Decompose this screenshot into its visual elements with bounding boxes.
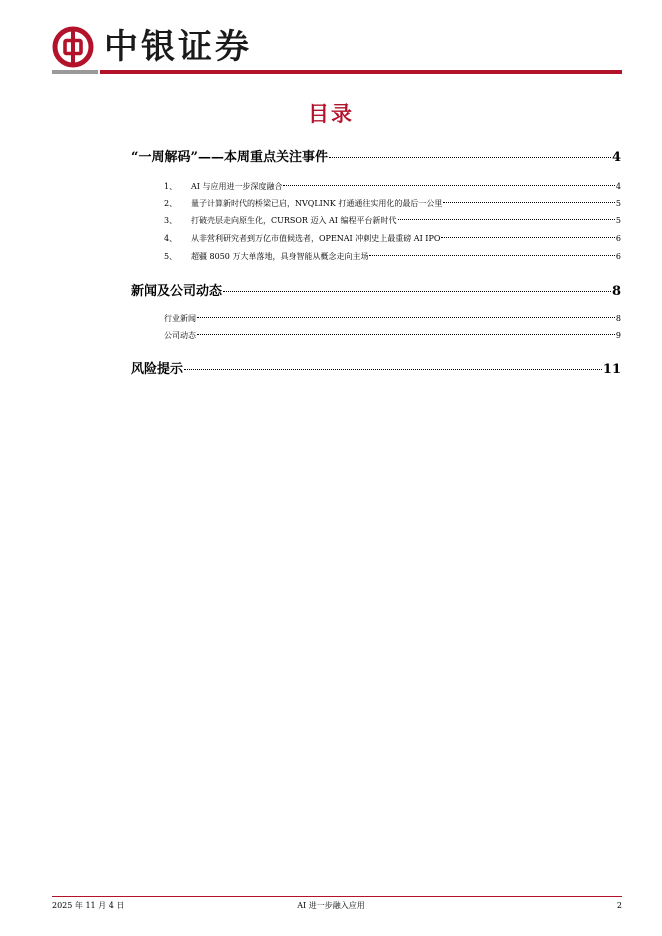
dot-leader — [443, 202, 615, 203]
toc-item-title: AI 与应用进一步深度融合 — [191, 182, 283, 191]
dot-leader — [283, 185, 614, 186]
toc-page-number: 6 — [615, 252, 621, 261]
dot-leader — [223, 291, 611, 292]
toc-page-number: 4 — [615, 182, 621, 191]
footer-page-number: 2 — [616, 901, 622, 910]
toc-item-title: 量子计算新时代的桥梁已启，NVQLINK 打通通往实用化的最后一公里 — [191, 199, 443, 208]
toc-page-number: 5 — [615, 216, 621, 225]
toc-item-2[interactable] — [164, 198, 621, 209]
toc-item-number: 2、 — [164, 199, 178, 208]
toc-page-number: 9 — [615, 331, 621, 340]
brand-name: 中银证券 — [104, 27, 252, 67]
toc-page-number: 4 — [611, 150, 621, 165]
toc-page-number: 6 — [615, 234, 621, 243]
toc-item-number: 3、 — [164, 216, 178, 225]
toc-item-number: 1、 — [164, 182, 178, 191]
toc-section-2[interactable] — [131, 280, 621, 299]
toc-title: 目录 — [308, 102, 354, 126]
toc-page-number: 8 — [615, 314, 621, 323]
toc-subitem-title: 公司动态 — [164, 331, 196, 340]
toc-page-number: 5 — [615, 199, 621, 208]
toc-item-4[interactable] — [164, 233, 621, 244]
toc-page-number: 8 — [611, 284, 621, 299]
toc-page-number: 11 — [602, 362, 621, 377]
toc-item-title: 从非营利研究者到万亿市值候选者，OPENAI 冲刺史上最重磅 AI IPO — [191, 234, 441, 243]
dot-leader — [329, 157, 611, 158]
toc-item-number: 5、 — [164, 252, 178, 261]
toc-section-3[interactable] — [131, 358, 621, 377]
toc-subitem-2[interactable] — [164, 330, 621, 341]
footer-rule — [52, 896, 622, 897]
header-rule-gray — [52, 70, 98, 74]
dot-leader — [197, 334, 615, 335]
toc-section-1[interactable] — [131, 146, 621, 165]
toc-item-5[interactable] — [164, 251, 621, 262]
dot-leader — [184, 369, 602, 370]
dot-leader — [197, 317, 615, 318]
toc-item-title: 超疆 8050 万大单落地，具身智能从概念走向主场 — [191, 252, 369, 261]
toc-subitem-1[interactable] — [164, 313, 621, 324]
dot-leader — [369, 255, 614, 256]
page-header — [52, 26, 622, 78]
footer-report-title: AI 进一步融入应用 — [297, 901, 365, 910]
toc-section-title: “一周解码”——本周重点关注事件 — [131, 150, 328, 165]
toc-section-title: 新闻及公司动态 — [131, 284, 223, 299]
toc-section-title: 风险提示 — [131, 362, 184, 377]
toc-item-3[interactable] — [164, 215, 621, 226]
toc-item-title: 打破壳层走向原生化，CURSOR 迈入 AI 编程平台新时代 — [191, 216, 397, 225]
toc-subitem-title: 行业新闻 — [164, 314, 196, 323]
toc-item-1[interactable] — [164, 181, 621, 192]
footer-date: 2025 年 11 月 4 日 — [52, 901, 125, 910]
dot-leader — [441, 237, 615, 238]
toc-item-number: 4、 — [164, 234, 178, 243]
bank-of-china-logo-icon — [52, 26, 94, 68]
dot-leader — [398, 219, 615, 220]
header-rule-red — [100, 70, 622, 74]
